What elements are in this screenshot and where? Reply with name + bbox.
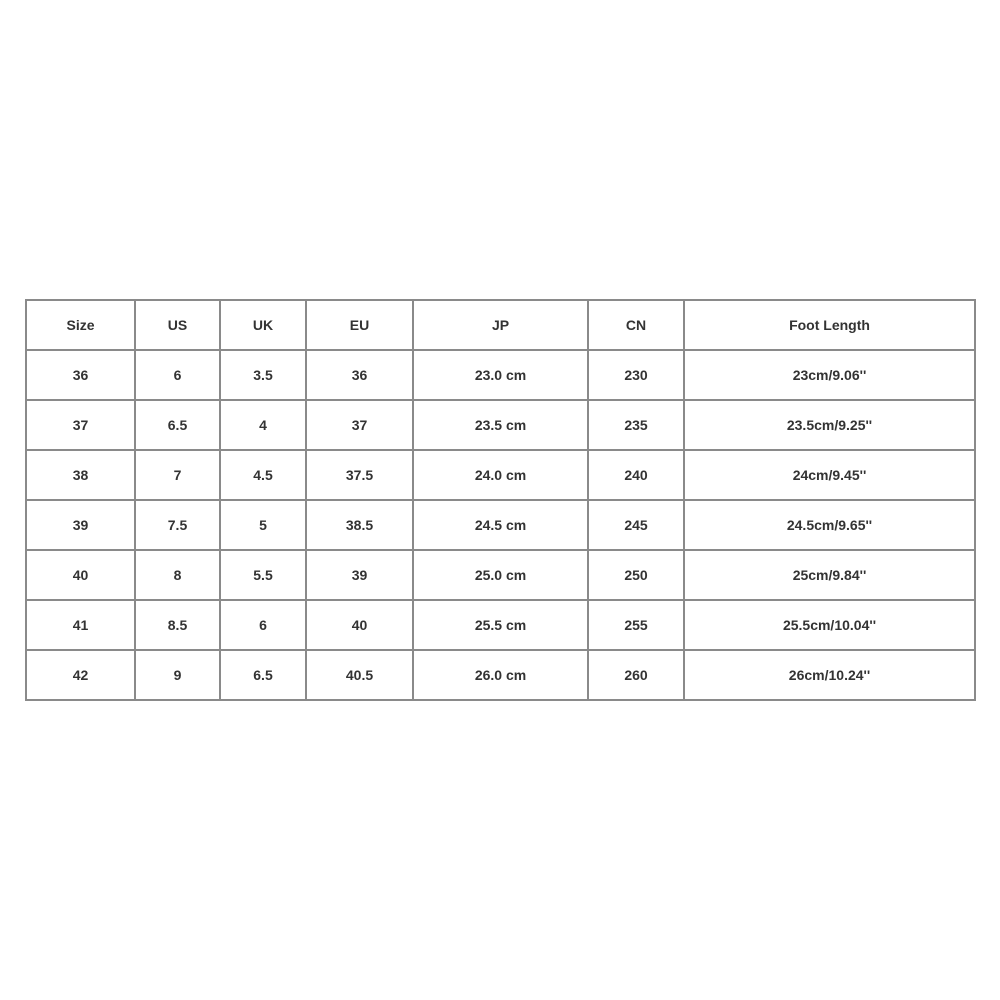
cell-cn: 250 (588, 550, 684, 600)
cell-size: 36 (26, 350, 135, 400)
cell-foot-length: 26cm/10.24'' (684, 650, 975, 700)
cell-eu: 39 (306, 550, 413, 600)
cell-cn: 255 (588, 600, 684, 650)
cell-cn: 240 (588, 450, 684, 500)
cell-us: 7 (135, 450, 220, 500)
cell-eu: 40 (306, 600, 413, 650)
table-header-row (26, 300, 975, 350)
cell-us: 6 (135, 350, 220, 400)
cell-cn: 230 (588, 350, 684, 400)
table-row (26, 350, 975, 400)
cell-size: 39 (26, 500, 135, 550)
cell-uk: 4 (220, 400, 306, 450)
cell-cn: 235 (588, 400, 684, 450)
cell-jp: 24.5 cm (413, 500, 588, 550)
cell-us: 7.5 (135, 500, 220, 550)
cell-jp: 24.0 cm (413, 450, 588, 500)
cell-foot-length: 24cm/9.45'' (684, 450, 975, 500)
header-jp: JP (413, 300, 588, 350)
table-row (26, 450, 975, 500)
cell-uk: 5 (220, 500, 306, 550)
cell-cn: 260 (588, 650, 684, 700)
header-foot-length: Foot Length (684, 300, 975, 350)
cell-foot-length: 23.5cm/9.25'' (684, 400, 975, 450)
cell-jp: 23.5 cm (413, 400, 588, 450)
cell-eu: 37 (306, 400, 413, 450)
size-chart-table (25, 299, 976, 701)
cell-us: 8.5 (135, 600, 220, 650)
cell-foot-length: 25cm/9.84'' (684, 550, 975, 600)
cell-eu: 36 (306, 350, 413, 400)
table-row (26, 600, 975, 650)
cell-size: 41 (26, 600, 135, 650)
header-eu: EU (306, 300, 413, 350)
cell-jp: 23.0 cm (413, 350, 588, 400)
cell-us: 8 (135, 550, 220, 600)
cell-eu: 38.5 (306, 500, 413, 550)
header-us: US (135, 300, 220, 350)
cell-foot-length: 25.5cm/10.04'' (684, 600, 975, 650)
header-cn: CN (588, 300, 684, 350)
header-size: Size (26, 300, 135, 350)
cell-uk: 3.5 (220, 350, 306, 400)
cell-size: 38 (26, 450, 135, 500)
cell-us: 6.5 (135, 400, 220, 450)
table-row (26, 550, 975, 600)
cell-uk: 4.5 (220, 450, 306, 500)
cell-foot-length: 24.5cm/9.65'' (684, 500, 975, 550)
cell-jp: 25.0 cm (413, 550, 588, 600)
cell-uk: 6.5 (220, 650, 306, 700)
cell-uk: 6 (220, 600, 306, 650)
cell-eu: 40.5 (306, 650, 413, 700)
cell-us: 9 (135, 650, 220, 700)
table-row (26, 500, 975, 550)
cell-cn: 245 (588, 500, 684, 550)
cell-foot-length: 23cm/9.06'' (684, 350, 975, 400)
cell-size: 42 (26, 650, 135, 700)
cell-eu: 37.5 (306, 450, 413, 500)
cell-jp: 25.5 cm (413, 600, 588, 650)
cell-size: 40 (26, 550, 135, 600)
header-uk: UK (220, 300, 306, 350)
cell-jp: 26.0 cm (413, 650, 588, 700)
cell-uk: 5.5 (220, 550, 306, 600)
table-row (26, 400, 975, 450)
table-row (26, 650, 975, 700)
cell-size: 37 (26, 400, 135, 450)
